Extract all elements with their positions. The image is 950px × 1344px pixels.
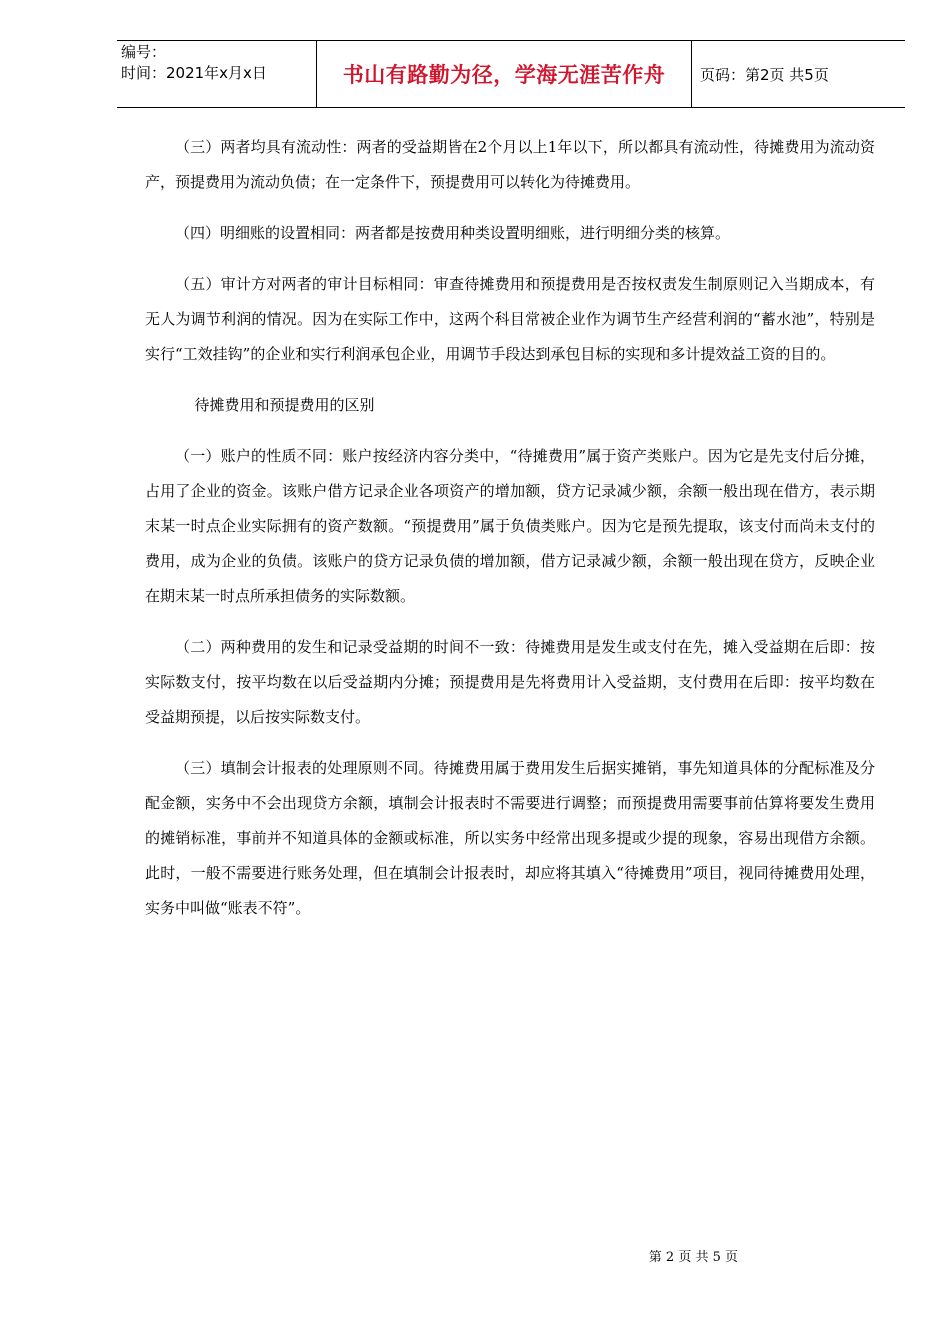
- document-body: [145, 130, 875, 942]
- page-footer: 第 2 页 共 5 页: [648, 1250, 738, 1265]
- header-table: [117, 40, 905, 108]
- paragraph-liquidity: （三）两者均具有流动性：两者的受益期皆在2个月以上1年以下，所以都具有流动性，待摊费用为流动资产，预提费用为流动负债；在一定条件下，预提费用可以转化为待摊费用。: [145, 138, 875, 191]
- header-page-info: 页码：第2页 共5页: [700, 65, 829, 84]
- document-time-label: 时间：2021年x月x日: [121, 64, 267, 82]
- paragraph-audit-objective: （五）审计方对两者的审计目标相同：审查待摊费用和预提费用是否按权责发生制原则记入当期成本，有无人为调节利润的情况。因为在实际工作中，这两个科目常被企业作为调节生产经营利润的“蓄水池”，特别是实行“工效挂钩”的企业和实行利润承包企业，用调节手段达到承包目标的实现和多计提效益工资的目的。: [145, 275, 875, 363]
- paragraph-timing: （二）两种费用的发生和记录受益期的时间不一致：待摊费用是发生或支付在先，摊入受益期在后即：按实际数支付，按平均数在以后受益期内分摊；预提费用是先将费用计入受益期，支付费用在后即：按平均数在受益期预提，以后按实际数支付。: [145, 638, 875, 726]
- section-heading-differences: 待摊费用和预提费用的区别: [194, 396, 375, 414]
- header-meta-cell: [117, 41, 317, 107]
- paragraph-report-principle: （三）填制会计报表的处理原则不同。待摊费用属于费用发生后据实摊销，事先知道具体的分配标准及分配金额，实务中不会出现贷方余额，填制会计报表时不需要进行调整；而预提费用需要事前估算将要发生费用的摊销标准，事前并不知道具体的金额或标准，所以实务中经常出现多提或少提的现象，容易出现借方余额。此时，一般不需要进行账务处理，但在填制会计报表时，却应将其填入“待摊费用”项目，视同待摊费用处理，实务中叫做“账表不符”。: [145, 759, 875, 917]
- document-number-label: 编号：: [121, 43, 167, 61]
- paragraph-ledger-setup: （四）明细账的设置相同：两者都是按费用种类设置明细账，进行明细分类的核算。: [175, 224, 731, 242]
- header-motto: 书山有路勤为径，学海无涯苦作舟: [317, 41, 692, 107]
- paragraph-account-nature: （一）账户的性质不同：账户按经济内容分类中，“待摊费用”属于资产类账户。因为它是先支付后分摊，占用了企业的资金。该账户借方记录企业各项资产的增加额，贷方记录减少额，余额一般出现在借方，表示期末某一时点企业实际拥有的资产数额。“预提费用”属于负债类账户。因为它是预先提取，该支付而尚未支付的费用，成为企业的负债。该账户的贷方记录负债的增加额，借方记录减少额，余额一般出现在贷方，反映企业在期末某一时点所承担债务的实际数额。: [145, 447, 875, 605]
